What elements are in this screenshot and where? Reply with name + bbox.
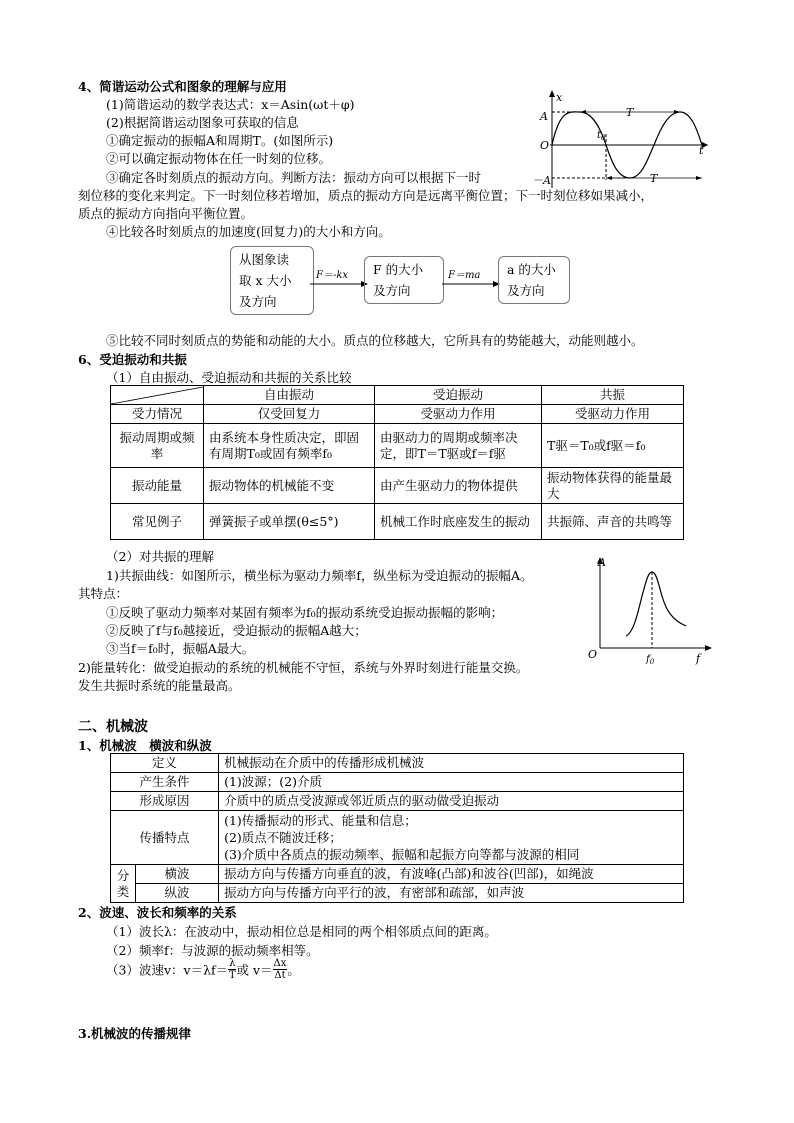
t0-label: $t_0$ bbox=[597, 130, 606, 142]
s4-line5: ③确定各时刻质点的振动方向。判断方法：振动方向可以根据下一时 bbox=[106, 170, 482, 185]
arrow2 bbox=[442, 280, 500, 288]
table-row bbox=[111, 468, 684, 504]
s4-line1: (1)简谐运动的数学表达式：x＝Asin(ωt＋φ) bbox=[106, 97, 355, 112]
s4-line9: ⑤比较不同时刻质点的势能和动能的大小。质点的位移越大，它所具有的势能越大，动能则越小。 bbox=[106, 333, 644, 348]
cell: 共振筛、声音的共鸣等 bbox=[542, 504, 684, 540]
s4-line6: 刻位移的变化来判定。下一时刻位移若增加，质点的振动方向是远离平衡位置；下一时刻位移如果减小， bbox=[78, 188, 654, 203]
s4-line7: 质点的振动方向指向平衡位置。 bbox=[78, 206, 254, 221]
cell: 由系统本身性质决定，即固有周期T₀或固有频率f₀ bbox=[204, 424, 375, 468]
period-label-bottom: T bbox=[650, 172, 658, 185]
origin-label: O bbox=[588, 648, 598, 661]
resonance-curve bbox=[626, 572, 686, 636]
cell bbox=[111, 865, 136, 903]
cell: 定义 bbox=[111, 754, 219, 773]
box3-l2: 及方向 bbox=[507, 283, 545, 298]
vibration-comparison-table bbox=[110, 385, 684, 540]
flow-box-2 bbox=[364, 256, 444, 304]
cell: 产生条件 bbox=[111, 773, 219, 792]
s4-line2: (2)根据简谐运动图象可获取的信息 bbox=[106, 115, 299, 130]
feat1: (1)传播振动的形式、能量和信息； bbox=[224, 813, 417, 828]
cell: 由产生驱动力的物体提供 bbox=[375, 468, 542, 504]
f0-label: $f_0$ bbox=[646, 654, 655, 666]
cell: 介质中的质点受波源或邻近质点的驱动做受迫振动 bbox=[219, 792, 684, 811]
cell: 受驱动力作用 bbox=[375, 405, 542, 424]
part2-s2-heading: 2、波速、波长和频率的关系 bbox=[78, 905, 237, 920]
s2-line1: （1）波长λ：在波动中，振动相位总是相同的两个相邻质点间的距离。 bbox=[106, 924, 497, 939]
cell: 受驱动力作用 bbox=[542, 405, 684, 424]
arrow1-label: F＝-kx bbox=[316, 270, 349, 281]
feat3: (3)介质中各质点的振动频率、振幅和起振方向等都与波源的相同 bbox=[224, 847, 580, 862]
cell: 弹簧振子或单摆(θ≤5°) bbox=[204, 504, 375, 540]
s2-line3 bbox=[106, 958, 300, 981]
cell: 振动物体的机械能不变 bbox=[204, 468, 375, 504]
s4-line8: ④比较各时刻质点的加速度(回复力)的大小和方向。 bbox=[106, 224, 391, 239]
s2-l3-prefix: （3）波速v：v＝λf＝ bbox=[106, 962, 229, 978]
shm-graph bbox=[530, 88, 710, 190]
frac2-bot: Δt bbox=[274, 970, 286, 981]
cell: 振动方向与传播方向平行的波，有密部和疏部，如声波 bbox=[219, 884, 684, 903]
s6-p5: ③当f＝f₀时，振幅A最大。 bbox=[106, 641, 255, 656]
amp-label: A bbox=[540, 110, 548, 123]
class-label-2: 类 bbox=[116, 883, 130, 899]
origin-label: O bbox=[540, 139, 550, 152]
feat2: (2)质点不随波迁移； bbox=[224, 830, 342, 845]
s6-p2: 其特点： bbox=[78, 586, 129, 601]
s6-p7: 发生共振时系统的能量最高。 bbox=[78, 678, 241, 693]
resonance-graph bbox=[586, 552, 716, 670]
box1-l1: 从图象读 bbox=[239, 252, 290, 267]
cell: 传播特点 bbox=[111, 811, 219, 865]
cell: 机械工作时底座发生的振动 bbox=[375, 504, 542, 540]
a-axis-label: A bbox=[598, 556, 606, 569]
neg-amp-label: －A bbox=[532, 174, 551, 187]
fraction-dx-dt bbox=[273, 958, 288, 981]
flow-box-3 bbox=[498, 256, 570, 304]
cell: T驱＝T₀或f驱＝f₀ bbox=[542, 424, 684, 468]
cell: (1)波源；(2)介质 bbox=[219, 773, 684, 792]
table-row bbox=[111, 424, 684, 468]
s6-p3: ①反映了驱动力频率对某固有频率为f₀的振动系统受迫振动振幅的影响； bbox=[106, 605, 504, 620]
arrow2-label: F＝ma bbox=[448, 270, 481, 281]
box2-l2: 及方向 bbox=[373, 283, 411, 298]
flow-box-1 bbox=[230, 246, 314, 315]
t-axis-label: t bbox=[699, 144, 704, 157]
cell: 常见例子 bbox=[111, 504, 204, 540]
header-resonance: 共振 bbox=[542, 386, 684, 405]
s4-line3: ①确定振动的振幅A和周期T。(如图所示) bbox=[106, 133, 334, 148]
s6-p4: ②反映了f与f₀越接近，受迫振动的振幅A越大； bbox=[106, 623, 367, 638]
diag-cell bbox=[111, 386, 204, 405]
cell: 振动方向与传播方向垂直的波，有波峰(凸部)和波谷(凹部)，如绳波 bbox=[219, 865, 684, 884]
class-label-1: 分 bbox=[116, 867, 130, 883]
period-label-top: T bbox=[626, 106, 634, 119]
cell: 振动周期或频率 bbox=[111, 424, 204, 468]
cell: 受力情况 bbox=[111, 405, 204, 424]
cell: 机械振动在介质中的传播形成机械波 bbox=[219, 754, 684, 773]
header-forced: 受迫振动 bbox=[375, 386, 542, 405]
box1-l3: 及方向 bbox=[239, 294, 277, 309]
header-free: 自由振动 bbox=[204, 386, 375, 405]
s6-p1: 1)共振曲线：如图所示，横坐标为驱动力频率f，纵坐标为受迫振动的振幅A。 bbox=[106, 568, 533, 583]
box1-l2: 取 x 大小 bbox=[239, 273, 292, 288]
mechanical-wave-table bbox=[110, 753, 684, 903]
cell: 振动能量 bbox=[111, 468, 204, 504]
cell: 形成原因 bbox=[111, 792, 219, 811]
cell: 横波 bbox=[136, 865, 219, 884]
cell bbox=[219, 811, 684, 865]
x-axis-label: x bbox=[556, 91, 563, 104]
part2-s3-heading: 3.机械波的传播规律 bbox=[78, 1026, 192, 1041]
s6-sub1: （1）自由振动、受迫振动和共振的关系比较 bbox=[106, 370, 352, 385]
section4-heading: 4、简谐运动公式和图象的理解与应用 bbox=[78, 79, 287, 94]
arrow1 bbox=[310, 280, 368, 288]
cell: 纵波 bbox=[136, 884, 219, 903]
table-row bbox=[111, 405, 684, 424]
part2-heading: 二、机械波 bbox=[78, 719, 148, 735]
s6-p6: 2)能量转化：做受迫振动的系统的机械能不守恒，系统与外界时刻进行能量交换。 bbox=[78, 660, 529, 675]
s4-line4: ②可以确定振动物体在任一时刻的位移。 bbox=[106, 151, 332, 166]
frac1-bot: T bbox=[228, 970, 236, 981]
part2-s1-heading: 1、机械波 横波和纵波 bbox=[78, 738, 212, 753]
cell: 仅受回复力 bbox=[204, 405, 375, 424]
s2-line2: （2）频率f：与波源的振动频率相等。 bbox=[106, 943, 319, 958]
frac2-top: Δx bbox=[273, 958, 287, 969]
cell: 振动物体获得的能量最大 bbox=[542, 468, 684, 504]
box3-l1: a 的大小 bbox=[507, 262, 556, 277]
frac1-top: λ bbox=[229, 958, 236, 969]
section6-heading: 6、受迫振动和共振 bbox=[78, 352, 187, 367]
cell: 由驱动力的周期或频率决定，即T＝T驱或f＝f驱 bbox=[375, 424, 542, 468]
s6-sub2: （2）对共振的理解 bbox=[106, 549, 214, 564]
f-axis-label: f bbox=[696, 652, 701, 665]
s2-l3-mid: 或 v＝ bbox=[236, 962, 273, 978]
table-row bbox=[111, 504, 684, 540]
s2-l3-end: 。 bbox=[287, 962, 300, 978]
box2-l1: F 的大小 bbox=[373, 262, 424, 277]
